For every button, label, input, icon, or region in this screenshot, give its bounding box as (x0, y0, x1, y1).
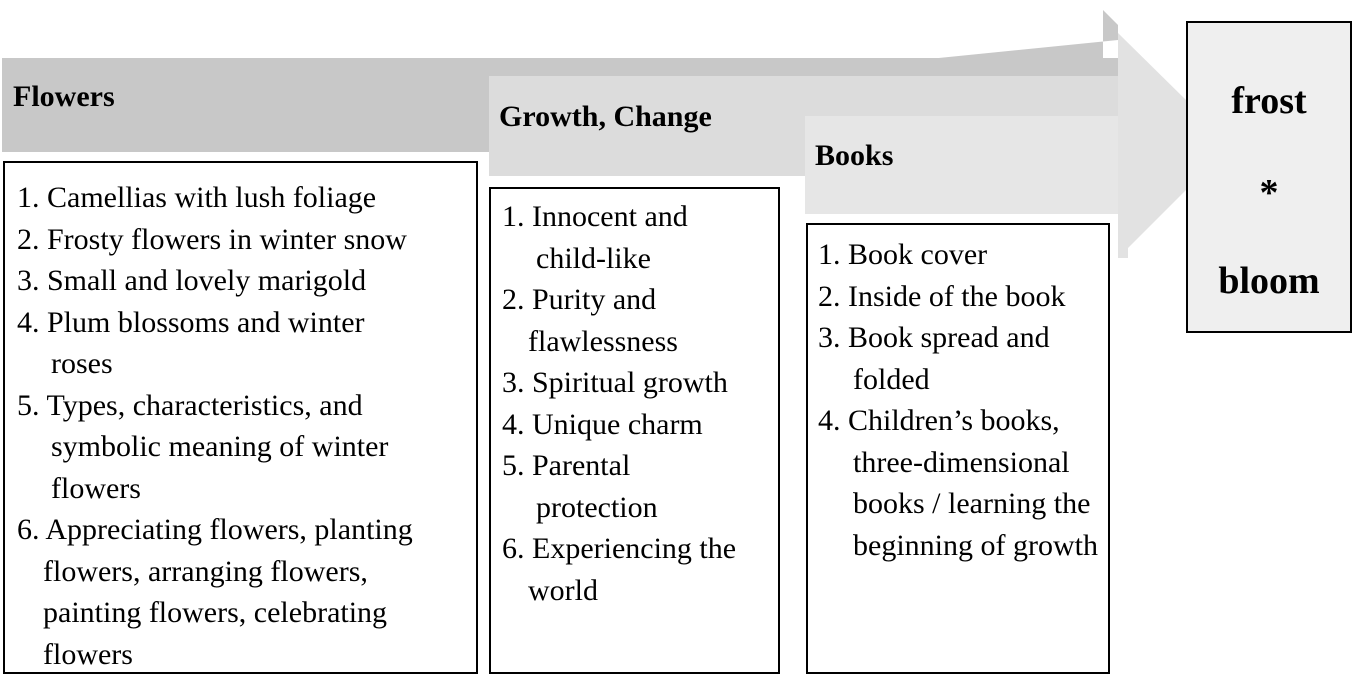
list-item: 5. Parental protection (502, 449, 658, 524)
result-line-star: * (1259, 172, 1279, 214)
list-item: 3. Book spread and folded (818, 321, 1050, 396)
growth-list (502, 196, 774, 611)
flowers-title: Flowers (13, 80, 115, 113)
growth-title: Growth, Change (499, 100, 712, 133)
flowers-list-box (3, 161, 478, 674)
list-item: 1. Camellias with lush foliage (17, 181, 377, 214)
list-item: 5. Types, characteristics, and symbolic meaning of winter flowers (17, 388, 389, 505)
list-item: 6. Experiencing the world (502, 532, 737, 607)
list-item: 3. Small and lovely marigold (17, 264, 367, 297)
books-list (818, 234, 1104, 566)
arrow-head (1118, 33, 1186, 258)
result-line-frost: frost (1231, 80, 1307, 122)
list-item: 2. Frosty flowers in winter snow (17, 222, 407, 256)
list-item: 3. Spiritual growth (502, 366, 728, 399)
list-item: 6. Appreciating flowers, planting flowers, arranging flowers, painting flowers, celebrating flowers (17, 513, 413, 671)
list-item: 2. Purity and flawlessness (502, 283, 678, 358)
list-item: 4. Plum blossoms and winter roses (17, 305, 365, 380)
list-item: 2. Inside of the book (818, 279, 1066, 313)
result-box (1186, 21, 1352, 333)
flowers-list (17, 177, 470, 675)
list-item: 1. Innocent and child-like (502, 200, 688, 275)
growth-list-box (489, 187, 780, 674)
list-item: 4. Children’s books, three-dimensional books / learning the beginning of growth (818, 404, 1098, 562)
list-item: 4. Unique charm (502, 407, 703, 441)
books-list-box (806, 223, 1110, 674)
result-line-bloom: bloom (1218, 260, 1320, 302)
arrow-shaft (1118, 76, 1128, 258)
flowers-band-tail (488, 58, 1118, 76)
books-title: Books (815, 139, 894, 172)
list-item: 1. Book cover (818, 238, 988, 271)
